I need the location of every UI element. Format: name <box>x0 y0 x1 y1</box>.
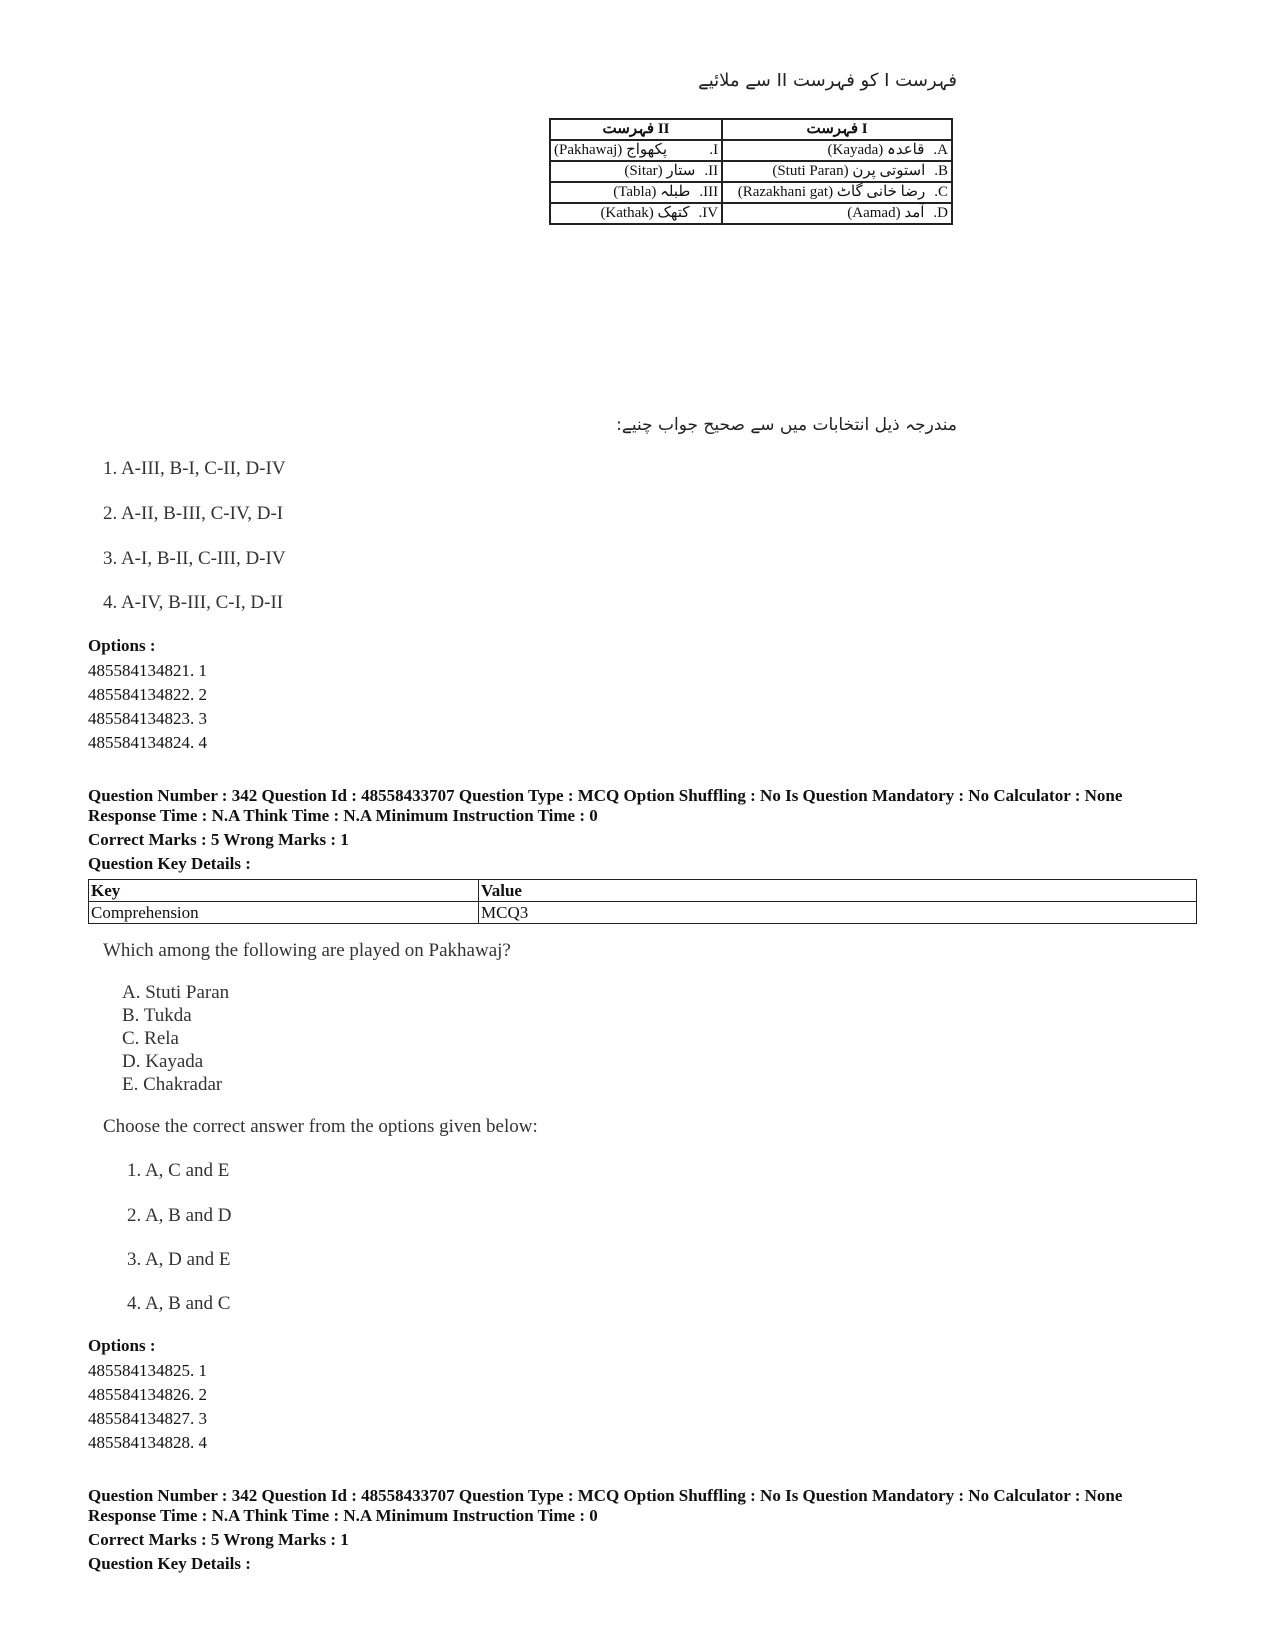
col1-item: (Razakhani gat) رضا خانی گاٹ <box>737 184 926 200</box>
col2-item: (Pakhawaj) پکھواج <box>554 142 668 158</box>
key-details-label: Question Key Details : <box>88 1554 251 1573</box>
choice-item: 3. A, D and E <box>127 1249 231 1270</box>
choice-item: 4. A, B and C <box>127 1293 231 1314</box>
col2-item: (Kathak) کتھک <box>600 205 690 221</box>
match-table <box>549 118 953 225</box>
choice-item: 2. A-II, B-III, C-IV, D-I <box>103 503 284 524</box>
question-marks: Correct Marks : 5 Wrong Marks : 1 <box>88 830 349 849</box>
col2-num: .III <box>699 184 719 200</box>
option-id: 485584134827. 3 <box>88 1409 207 1428</box>
statement-item: A. Stuti Paran <box>122 982 230 1003</box>
col1-item: (Aamad) آمد <box>847 205 925 221</box>
key-details-label: Question Key Details : <box>88 854 251 873</box>
choice-item: 1. A, C and E <box>127 1160 230 1181</box>
question-meta-line1: Question Number : 342 Question Id : 48558433707 Question Type : MCQ Option Shuffling : No Is Question Mandatory : No Calculator : None <box>88 786 1123 805</box>
key-details-table <box>88 879 1197 924</box>
option-id: 485584134823. 3 <box>88 709 207 728</box>
col1-num: .A <box>933 142 948 158</box>
match-row <box>550 140 952 161</box>
choose-prompt: Choose the correct answer from the options given below: <box>103 1116 538 1137</box>
col2-num: .II <box>704 163 719 179</box>
col1-item: (Stuti Paran) استوتی پرن <box>772 163 926 179</box>
col1-item: (Kayada) قاعدہ <box>827 142 925 158</box>
col1-num: .D <box>933 205 948 221</box>
option-id: 485584134825. 1 <box>88 1361 207 1380</box>
question-meta-line2: Response Time : N.A Think Time : N.A Minimum Instruction Time : 0 <box>88 806 598 825</box>
statement-item: D. Kayada <box>122 1051 204 1072</box>
options-label: Options : <box>88 636 156 655</box>
option-id: 485584134828. 4 <box>88 1433 207 1452</box>
key-table-row <box>89 902 1197 924</box>
option-id: 485584134826. 2 <box>88 1385 207 1404</box>
match-table-header <box>550 119 952 140</box>
statement-item: C. Rela <box>122 1028 179 1049</box>
col1-header: فہرست I <box>722 119 952 140</box>
value-cell: MCQ3 <box>479 902 1197 924</box>
statement-item: B. Tukda <box>122 1005 192 1026</box>
choice-item: 4. A-IV, B-III, C-I, D-II <box>103 592 284 613</box>
match-row <box>550 161 952 182</box>
option-id: 485584134821. 1 <box>88 661 207 680</box>
choose-prompt-urdu: مندرجہ ذیل انتخابات میں سے صحیح جواب چنیے: <box>616 415 957 435</box>
key-header: Key <box>89 880 479 902</box>
match-row <box>550 182 952 203</box>
statement-item: E. Chakradar <box>122 1074 223 1095</box>
question-meta-line2: Response Time : N.A Think Time : N.A Minimum Instruction Time : 0 <box>88 1506 598 1525</box>
question-marks: Correct Marks : 5 Wrong Marks : 1 <box>88 1530 349 1549</box>
choice-item: 3. A-I, B-II, C-III, D-IV <box>103 548 286 569</box>
match-row <box>550 203 952 224</box>
choice-item: 2. A, B and D <box>127 1205 232 1226</box>
col1-num: .C <box>934 184 948 200</box>
col2-item: (Sitar) ستار <box>624 163 696 179</box>
match-instruction: فہرست I کو فہرست II سے ملائیے <box>698 70 957 91</box>
choice-item: 1. A-III, B-I, C-II, D-IV <box>103 458 286 479</box>
col2-num: .I <box>709 142 719 158</box>
key-table-header <box>89 880 1197 902</box>
col2-item: (Tabla) طبلہ <box>613 184 691 200</box>
value-header: Value <box>479 880 1197 902</box>
col1-num: .B <box>934 163 948 179</box>
options-label: Options : <box>88 1336 156 1355</box>
option-id: 485584134822. 2 <box>88 685 207 704</box>
col2-header: فہرست II <box>550 119 722 140</box>
question-meta-line1: Question Number : 342 Question Id : 48558433707 Question Type : MCQ Option Shuffling : No Is Question Mandatory : No Calculator : None <box>88 1486 1123 1505</box>
question-text: Which among the following are played on Pakhawaj? <box>103 940 511 961</box>
col2-num: .IV <box>698 205 719 221</box>
option-id: 485584134824. 4 <box>88 733 207 752</box>
key-cell: Comprehension <box>89 902 479 924</box>
